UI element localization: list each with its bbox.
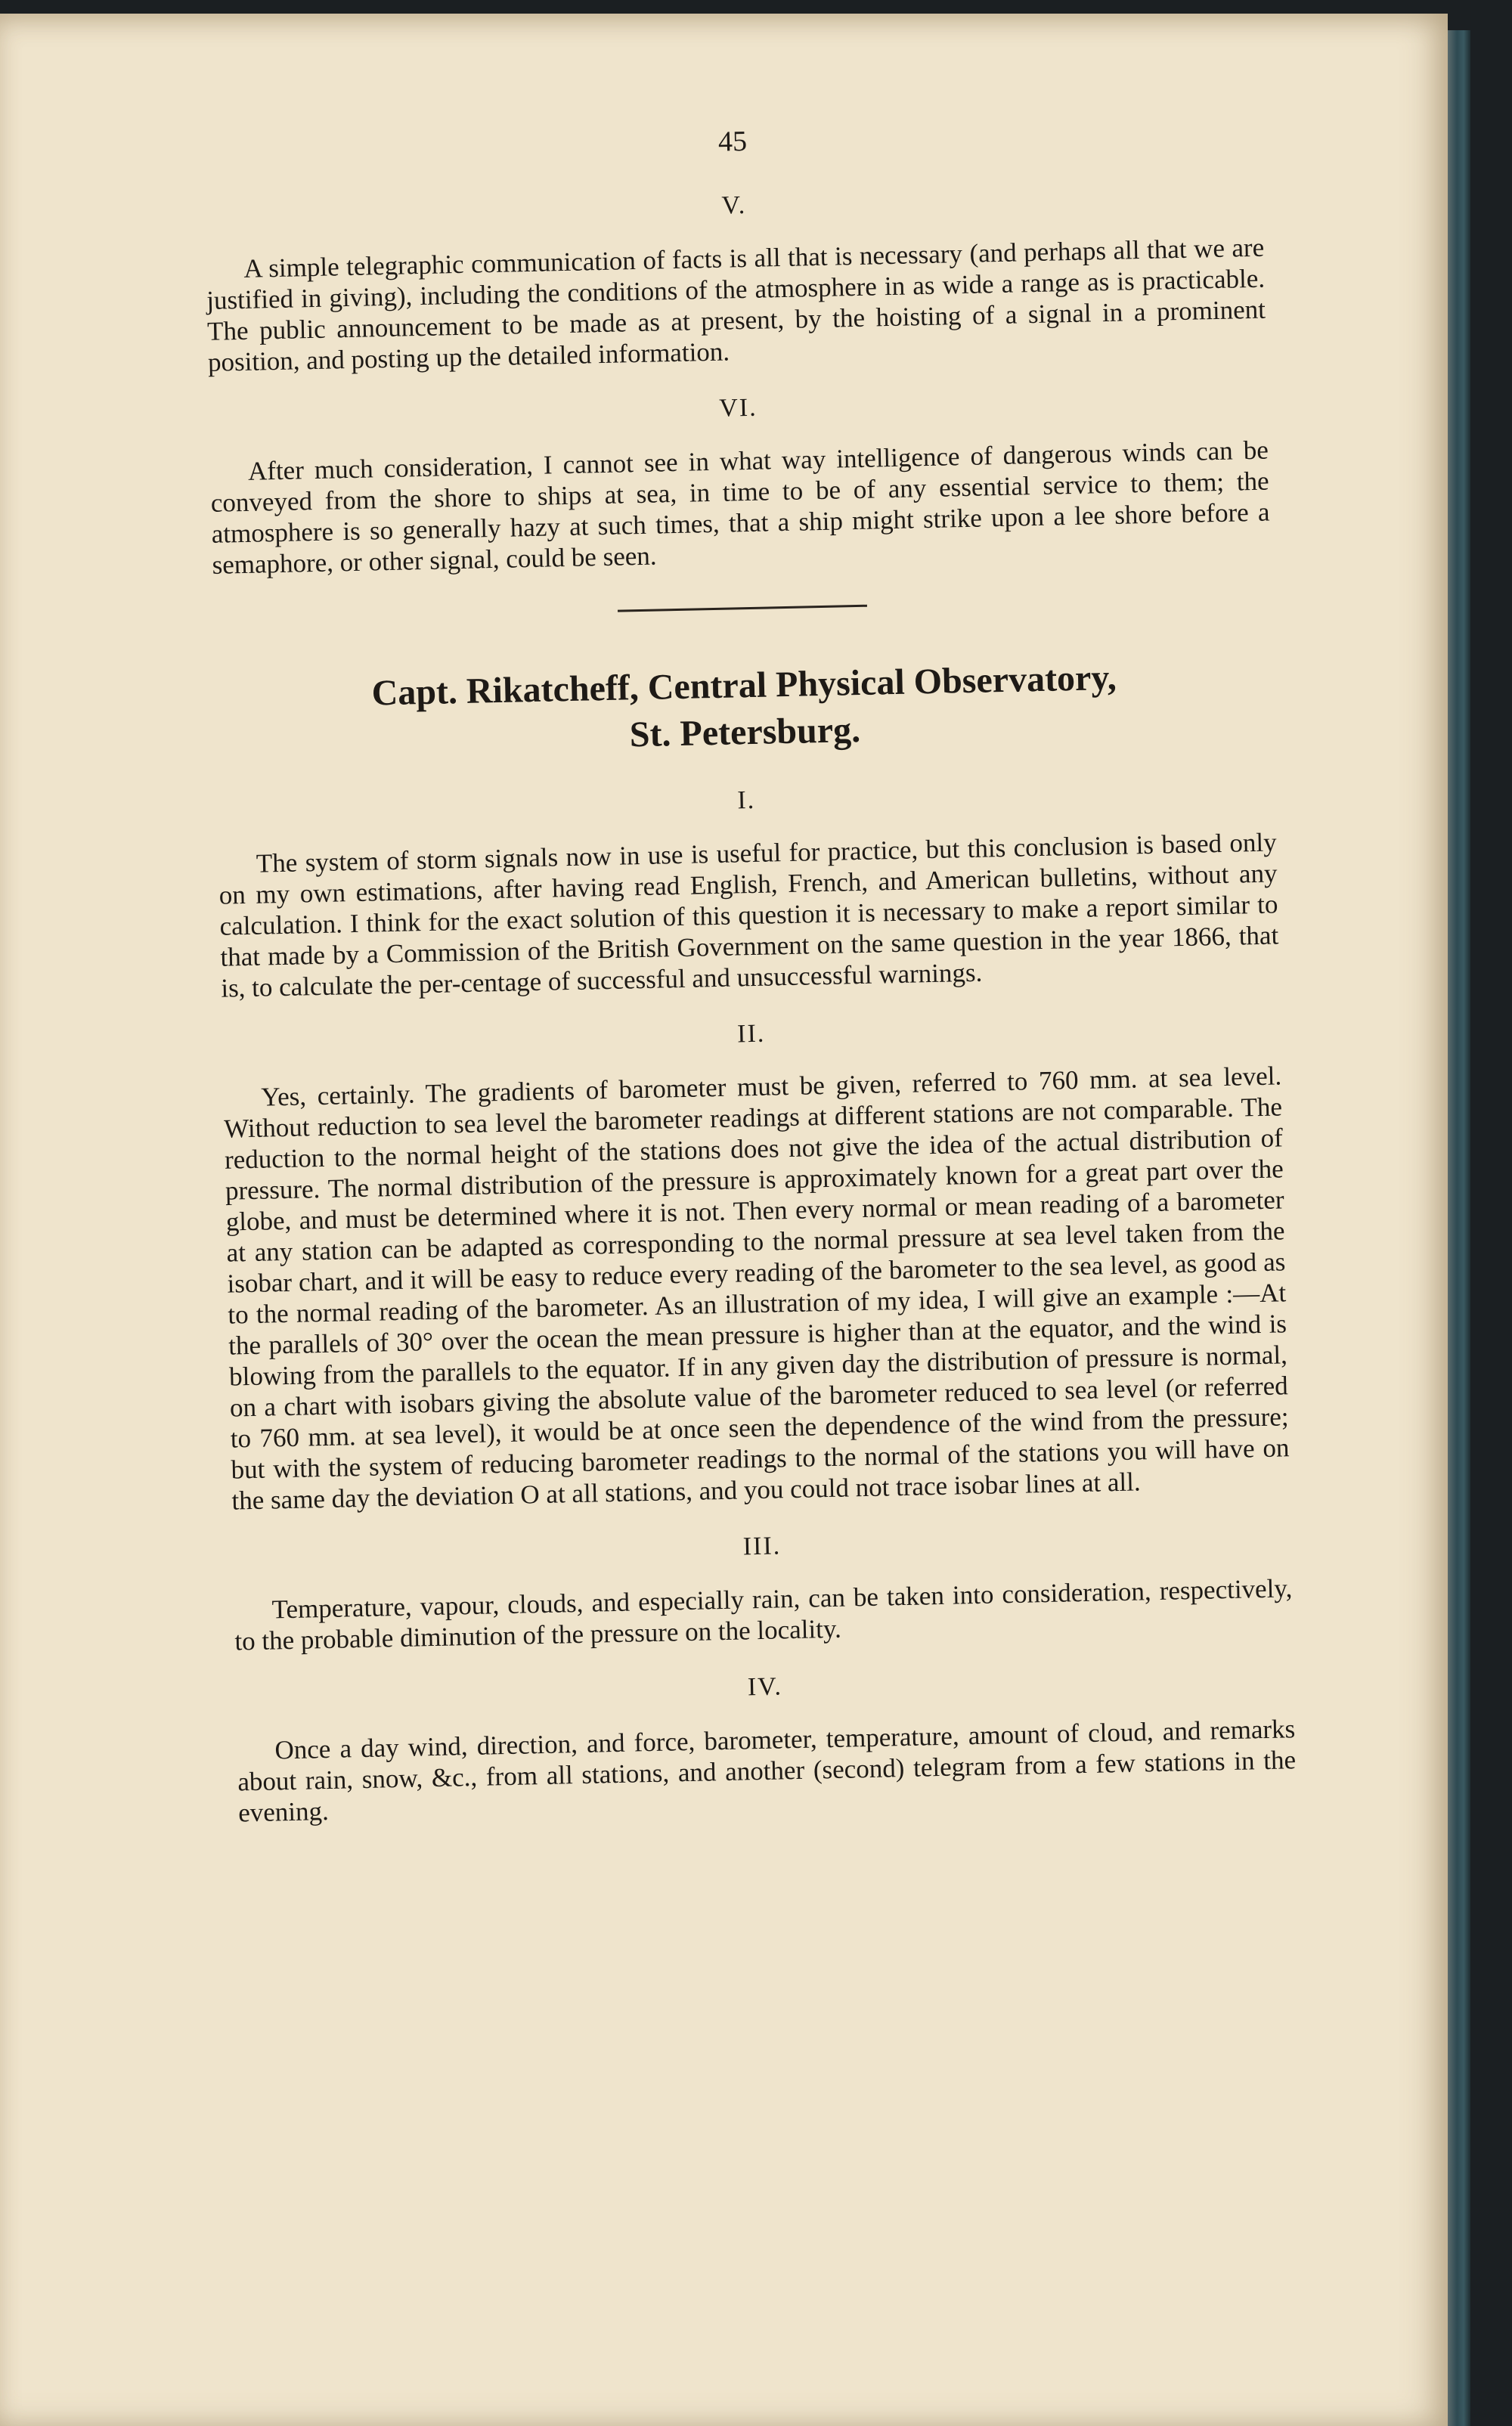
section-paragraph-i: The system of storm signals now in use is useful for practice, but this conclusion is based only on my own estimations, after having read English, French, and American bulletins, without any calculation. I think for the exact solution of this question it is necessary to make a report similar to that made by a Commission of the British Government on the same question in the year 1866, that is, to calculate the per-centage of successful and unsuccessful warnings. [218, 827, 1279, 1003]
section-numeral-i: I. [736, 785, 756, 815]
section-divider-rule [618, 605, 867, 612]
section-numeral-ii: II. [736, 1019, 766, 1049]
section-paragraph-v: A simple telegraphic communication of facts is all that is necessary (and perhaps all that we are justified in giving), including the conditions of the atmosphere in as wide a range as is practicable. The public announcement to be made as at present, by the hoisting of a signal in a prominent position, and posting up the detailed information. [206, 232, 1266, 377]
author-heading [215, 652, 1275, 767]
section-paragraph-iv: Once a day wind, direction, and force, barometer, temperature, amount of cloud, and remarks about rain, snow, &c., from all stations, and another (second) telegram from a few stations in the evening. [237, 1714, 1297, 1828]
section-paragraph-ii: Yes, certainly. The gradients of barometer must be given, referred to 760 mm. at sea level. Without reduction to sea level the barometer readings at different stations are not comparable. The reduction to the normal height of the stations does not give the idea of the actual distribution of pressure. The normal distribution of the pressure is approximately known for a great part over the globe, and must be determined where it is not. Then every normal or mean reading of a barometer at any station can be adapted as corresponding to the normal pressure at sea level taken from the isobar chart, and it will be easy to reduce every reading of the barometer to the sea level, as good as to the normal reading of the barometer. As an illustration of my idea, I will give an example :—At the parallels of 30° over the ocean the mean pressure is higher than at the equator, and the wind is blowing from the parallels to the equator. If in any given day the distribution of pressure is normal, on a chart with isobars giving the absolute value of the barometer reduced to sea level (or referred to 760 mm. at sea level), it would be at once seen the dependence of the wind from the pressure; but with the system of reducing barometer readings to the normal of the stations you will have on the same day the deviation O at all stations, and you could not trace isobar lines at all. [223, 1061, 1290, 1516]
page-content [203, 114, 1297, 1856]
page-edge-binding [1448, 30, 1470, 2426]
section-paragraph-vi: After much consideration, I cannot see in what way intelligence of dangerous winds can be conveyed from the shore to ships at sea, in time to be of any essential service to them; the atmosphere is so generally hazy at such times, that a ship might strike upon a lee shore before a semaphore, or other signal, could be seen. [210, 435, 1270, 580]
section-numeral-iv: IV. [747, 1672, 783, 1702]
section-numeral-v: V. [721, 191, 747, 220]
page-number: 45 [717, 125, 748, 158]
section-numeral-vi: VI. [718, 393, 758, 423]
section-numeral-iii: III. [742, 1532, 782, 1561]
author-heading-line-2: St. Petersburg. [629, 709, 861, 755]
author-heading-line-1: Capt. Rikatcheff, Central Physical Observatory, [371, 657, 1117, 714]
section-paragraph-iii: Temperature, vapour, clouds, and especially rain, can be taken into consideration, respectively, to the probable diminution of the pressure on the locality. [234, 1573, 1293, 1656]
